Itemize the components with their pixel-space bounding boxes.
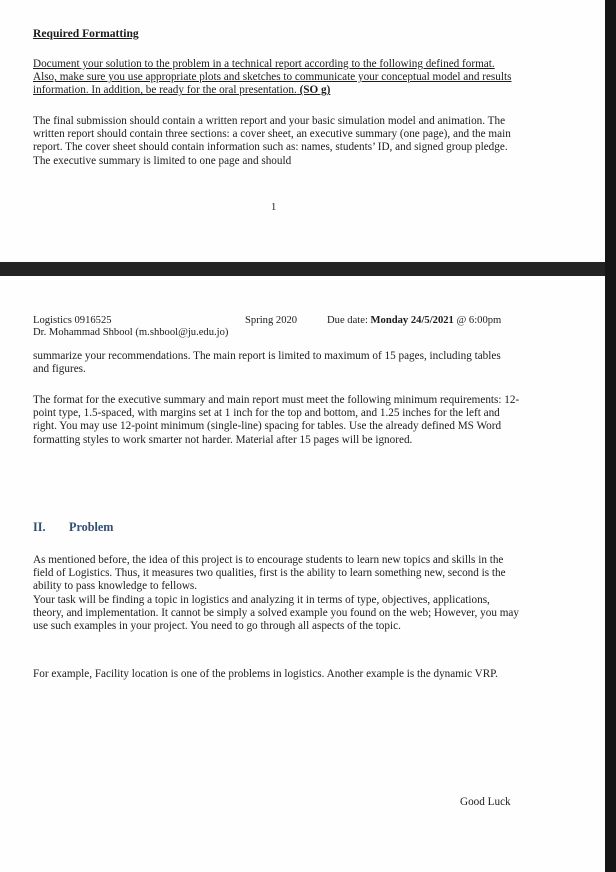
document-page-1 bbox=[0, 0, 605, 262]
problem-paragraph-1: As mentioned before, the idea of this project is to encourage students to learn new topics and skills in the field of Logistics. Thus, it measures two qualities, first is the ability to learn something new, second is the ability to pass knowledge to fellows. bbox=[33, 554, 506, 593]
problem-paragraphs bbox=[33, 554, 523, 633]
semester-label: Spring 2020 bbox=[245, 315, 298, 326]
section-title: Problem bbox=[69, 520, 114, 534]
example-paragraph: For example, Facility location is one of the problems in logistics. Another example is the dynamic VRP. bbox=[33, 668, 498, 680]
section-number: II. bbox=[33, 520, 46, 534]
page-number: 1 bbox=[271, 202, 277, 213]
submission-paragraph: The final submission should contain a written report and your basic simulation model and animation. The written report should contain three sections: a cover sheet, an executive summary (one page), and the main report. The cover sheet should contain information such as: names, students’ ID, and signed group pledge. The executive summary is limited to one page and should bbox=[33, 115, 511, 167]
section-heading bbox=[33, 520, 113, 535]
course-label: Logistics 0916525 bbox=[33, 315, 112, 326]
report-instructions-paragraph bbox=[33, 58, 513, 98]
due-date-prefix: Due date: bbox=[327, 315, 368, 326]
closing-text: Good Luck bbox=[460, 796, 511, 808]
due-date-value: Monday 24/5/2021 bbox=[370, 315, 454, 326]
report-instructions-text: Document your solution to the problem in a technical report according to the following defined format. Also, make sure you use appropriate plots and sketches to communicate your conceptual model and results information. In addition, be ready for the oral presentation. bbox=[33, 58, 512, 97]
problem-paragraph-2: Your task will be finding a topic in logistics and analyzing it in terms of type, objectives, applications, theory, and implementation. It cannot be simply a solved example you found on the web; However, you may use such examples in your project. You need to go through all aspects of the topic. bbox=[33, 593, 519, 633]
due-date-label bbox=[327, 315, 501, 326]
due-time: @ 6:00pm bbox=[456, 315, 502, 326]
page-separator bbox=[0, 262, 616, 276]
format-paragraph: The format for the executive summary and main report must meet the following minimum requirements: 12-point type, 1.5-spaced, with margins set at 1 inch for the top and bottom, and 1.25 inches for the left and right. You may use 12-point minimum (single-line) spacing for tables. Use the already defined MS Word formatting styles to work smarter not harder. Material after 15 pages will be ignored. bbox=[33, 394, 520, 446]
summary-paragraph: summarize your recommendations. The main report is limited to maximum of 15 pages, including tables and figures. bbox=[33, 350, 501, 376]
right-edge-gutter bbox=[605, 0, 616, 872]
student-outcome-tag: (SO g) bbox=[299, 84, 331, 97]
required-formatting-heading: Required Formatting bbox=[33, 27, 139, 40]
instructor-label: Dr. Mohammad Shbool (m.shbool@ju.edu.jo) bbox=[33, 327, 229, 338]
